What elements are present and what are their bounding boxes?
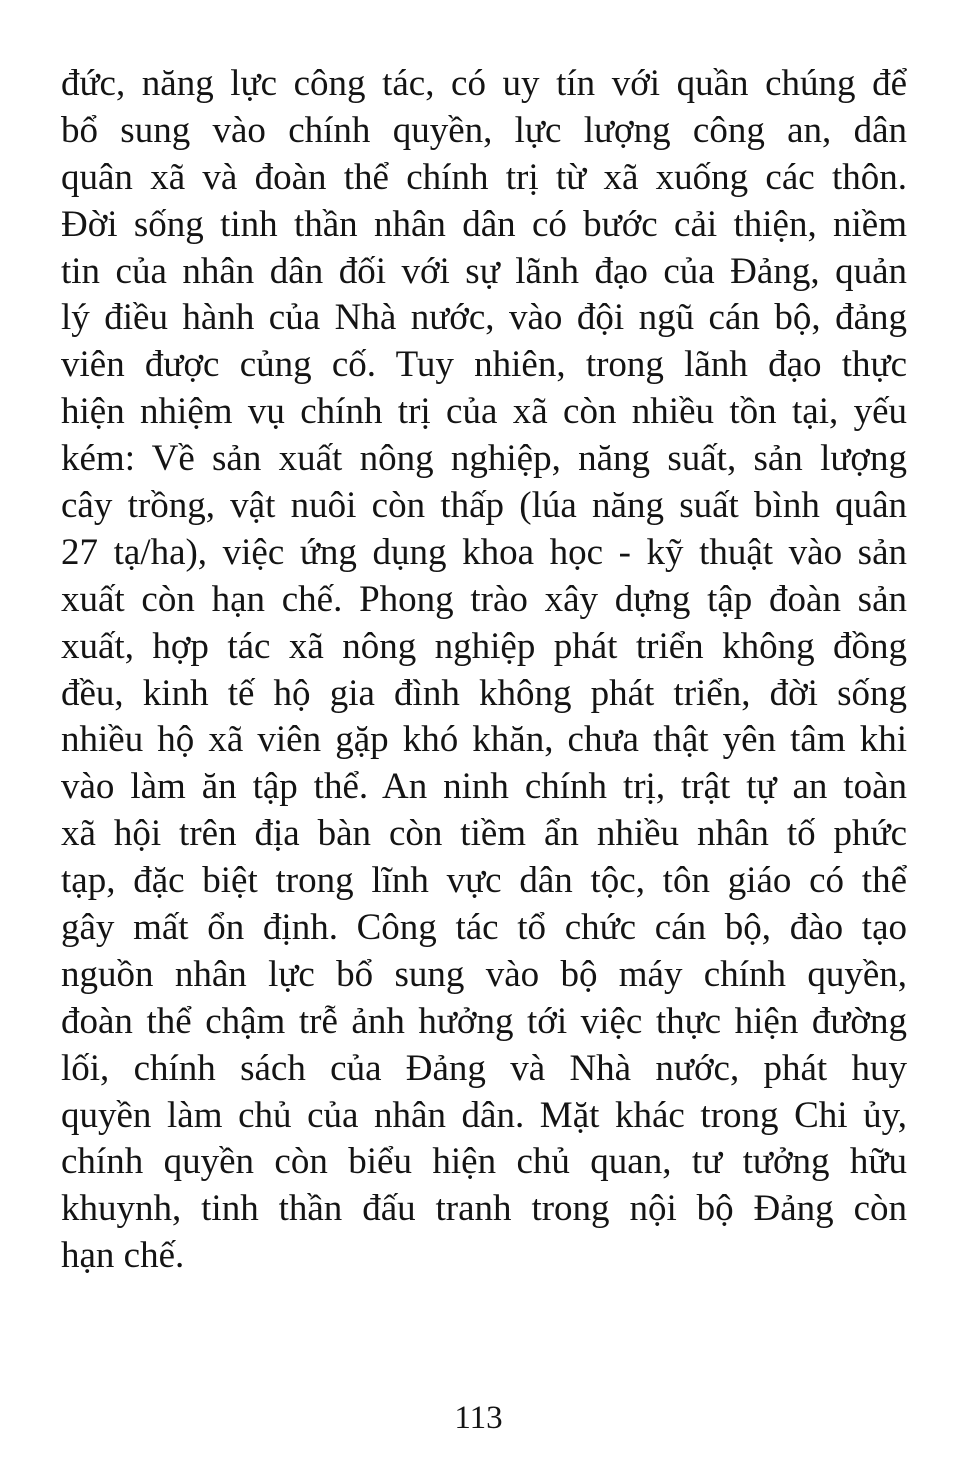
- text-line: kém: Về sản xuất nông nghiệp, năng suất, sản lượng: [61, 438, 907, 480]
- text-line: nguồn nhân lực bổ sung vào bộ máy chính quyền,: [61, 953, 907, 995]
- text-line: chính quyền còn biểu hiện chủ quan, tư tưởng hữu: [61, 1141, 907, 1183]
- text-line: đức, năng lực công tác, có uy tín với quần chúng để: [61, 63, 907, 104]
- text-line: khuynh, tinh thần đấu tranh trong nội bộ Đảng còn: [61, 1188, 907, 1230]
- body-paragraph: [61, 61, 907, 1280]
- text-line: lối, chính sách của Đảng và Nhà nước, phát huy: [61, 1047, 907, 1089]
- text-line: tạp, đặc biệt trong lĩnh vực dân tộc, tôn giáo có thể: [61, 860, 907, 902]
- text-line: cây trồng, vật nuôi còn thấp (lúa năng suất bình quân: [61, 485, 907, 527]
- text-line: xuất còn hạn chế. Phong trào xây dựng tập đoàn sản: [61, 578, 907, 620]
- text-line: 27 tạ/ha), việc ứng dụng khoa học - kỹ thuật vào sản: [61, 531, 907, 573]
- text-line: hiện nhiệm vụ chính trị của xã còn nhiều tồn tại, yếu: [61, 391, 907, 433]
- text-line: vào làm ăn tập thể. An ninh chính trị, trật tự an toàn: [61, 766, 907, 808]
- text-line: hạn chế.: [61, 1235, 185, 1277]
- text-line: Đời sống tinh thần nhân dân có bước cải thiện, niềm: [61, 203, 907, 245]
- text-line: gây mất ổn định. Công tác tổ chức cán bộ, đào tạo: [61, 907, 907, 949]
- text-line: xuất, hợp tác xã nông nghiệp phát triển không đồng: [61, 625, 907, 667]
- text-line: nhiều hộ xã viên gặp khó khăn, chưa thật yên tâm khi: [61, 719, 907, 761]
- text-line: tin của nhân dân đối với sự lãnh đạo của Đảng, quản: [61, 250, 907, 292]
- text-line: quyền làm chủ của nhân dân. Mặt khác trong Chi ủy,: [61, 1094, 907, 1136]
- text-line: xã hội trên địa bàn còn tiềm ẩn nhiều nhân tố phức: [61, 813, 907, 855]
- text-line: đoàn thể chậm trễ ảnh hưởng tới việc thực hiện đường: [61, 1000, 907, 1042]
- text-line: quân xã và đoàn thể chính trị từ xã xuống các thôn.: [61, 156, 907, 198]
- text-line: đều, kinh tế hộ gia đình không phát triển, đời sống: [61, 672, 907, 714]
- text-line: lý điều hành của Nhà nước, vào đội ngũ cán bộ, đảng: [61, 297, 907, 339]
- page-number: 113: [454, 1400, 503, 1436]
- text-line: viên được củng cố. Tuy nhiên, trong lãnh đạo thực: [61, 344, 907, 386]
- text-line: bổ sung vào chính quyền, lực lượng công an, dân: [61, 109, 907, 151]
